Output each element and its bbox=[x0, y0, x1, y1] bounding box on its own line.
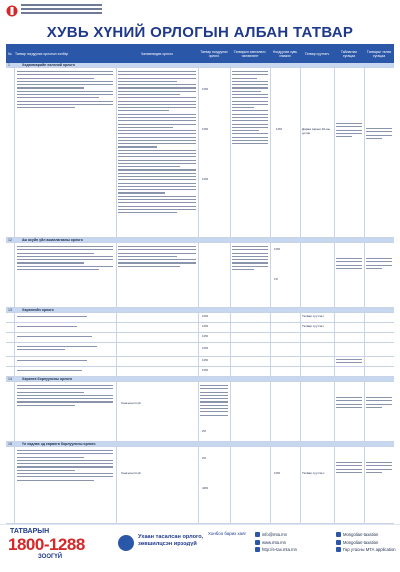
hotline-label: ТАТВАРЫН bbox=[10, 528, 50, 535]
tax-table bbox=[6, 44, 394, 524]
row-text bbox=[17, 246, 113, 272]
table-row bbox=[6, 357, 394, 367]
web-icon bbox=[255, 540, 260, 545]
rate-text: 10% bbox=[202, 359, 209, 362]
rate-text: 2% bbox=[202, 430, 207, 433]
col-no: № bbox=[8, 51, 12, 56]
etax-link[interactable]: http://e-tax.mta.mn bbox=[255, 546, 297, 554]
row-text bbox=[336, 359, 362, 366]
top-bar bbox=[0, 0, 400, 22]
section-row: 1 Хөдөлмөрийн хөлсний орлого bbox=[6, 63, 394, 68]
rate-text: 40% bbox=[202, 487, 209, 490]
withholder-text: Татвар суутгагч bbox=[302, 472, 325, 475]
section-row: 12 Аж ахуйн үйл ажиллагааны орлого bbox=[6, 238, 394, 243]
col-exempt-income: Чөлөөлөгдөх орлого bbox=[141, 51, 173, 56]
etax-icon bbox=[255, 547, 260, 552]
row-text bbox=[200, 385, 228, 418]
mail-icon bbox=[255, 532, 260, 537]
withholder-text: Дараа сарын 10-ны дотор bbox=[302, 128, 331, 135]
hotline-free: ЗООГҮЙ bbox=[38, 554, 63, 560]
row-text bbox=[17, 385, 113, 408]
table-row bbox=[6, 447, 394, 524]
exempt-text: Хөнгөлөлтгүй bbox=[121, 472, 141, 475]
row-text bbox=[366, 258, 392, 271]
row-text bbox=[17, 316, 87, 319]
phone-icon bbox=[336, 547, 341, 552]
row-text bbox=[366, 397, 392, 410]
email-link[interactable]: info@mta.mn bbox=[255, 531, 297, 539]
rate-text: 10% bbox=[202, 369, 209, 372]
row-text bbox=[17, 336, 92, 339]
twitter-icon bbox=[336, 540, 341, 545]
rate-text: 10% bbox=[202, 315, 209, 318]
col-report-period: Тайлагнах хугацаа bbox=[340, 49, 358, 58]
section-row: 14 Хөрөнгө борлуулсны орлого bbox=[6, 377, 394, 382]
rate-text: 10% bbox=[202, 88, 209, 91]
row-text bbox=[17, 360, 87, 363]
row-text bbox=[232, 71, 268, 146]
globe-icon bbox=[118, 535, 134, 551]
exempt-text: Хөнгөлөлтгүй bbox=[121, 402, 141, 405]
section-row: 13 Хөрөнгийн орлого bbox=[6, 308, 394, 313]
row-text bbox=[17, 450, 113, 483]
table-header bbox=[6, 44, 394, 63]
row-text bbox=[118, 246, 196, 269]
slogan: Ухаан тасалсан орлого, зөвшилцсэн ирээдүй bbox=[138, 534, 204, 547]
rate-text: 10% bbox=[202, 128, 209, 131]
table-row bbox=[6, 313, 394, 323]
contact-links bbox=[255, 531, 297, 554]
row-text bbox=[232, 246, 268, 272]
rate-text: 10% bbox=[202, 178, 209, 181]
rate-text: 10% bbox=[202, 325, 209, 328]
contact-label: Хонбоо барих хаяг bbox=[208, 531, 247, 536]
table-row bbox=[6, 343, 394, 357]
web-link[interactable]: www.mta.mn bbox=[255, 539, 297, 547]
org-name-secondary bbox=[58, 4, 102, 16]
withholder-text: Татвар суутгагч bbox=[302, 325, 325, 328]
table-row bbox=[6, 382, 394, 442]
col-rate: Ногдуулах хувь хэмжээ bbox=[272, 49, 298, 58]
page-title: ХУВЬ ХҮНИЙ ОРЛОГЫН АЛБАН ТАТВАР bbox=[46, 24, 354, 41]
row-text bbox=[336, 397, 362, 410]
hotline-number[interactable]: 1800-1288 bbox=[8, 535, 85, 554]
facebook-icon bbox=[336, 532, 341, 537]
row-text bbox=[17, 370, 82, 373]
row-text bbox=[118, 71, 196, 215]
rate-text: 10% bbox=[276, 128, 283, 131]
rate-text: 10% bbox=[274, 472, 281, 475]
row-text bbox=[336, 462, 362, 475]
rate-text: 2% bbox=[202, 457, 207, 460]
table-row bbox=[6, 68, 394, 238]
table-row bbox=[6, 367, 394, 377]
rate-text: 10% bbox=[274, 248, 281, 251]
col-pay-period: Татварыг төлөх хугацаа bbox=[366, 49, 392, 58]
col-taxable-income: Татвар ногдуулах орлого bbox=[200, 49, 228, 58]
twitter-link[interactable]: Mongolian-taxation bbox=[336, 539, 396, 547]
app-link[interactable]: Гар утасны МТА application bbox=[336, 546, 396, 554]
table-row bbox=[6, 323, 394, 333]
row-text bbox=[336, 123, 362, 139]
row-text bbox=[366, 128, 392, 141]
table-row bbox=[6, 243, 394, 308]
rate-text: 1% bbox=[274, 278, 279, 281]
table-row bbox=[6, 333, 394, 343]
withholder-text: Татвар суутгагч bbox=[302, 315, 325, 318]
rate-text: 10% bbox=[202, 335, 209, 338]
row-text bbox=[17, 326, 77, 329]
col-withholder: Татвар суутгагч bbox=[304, 51, 330, 56]
emblem-icon bbox=[6, 4, 18, 16]
col-income-form: Татвар ногдуулах орлогын хэлбэр bbox=[15, 51, 69, 56]
section-row: 15 Үл хөдлөх эд хөрөнгө борлуулсны орлого bbox=[6, 442, 394, 447]
social-links bbox=[336, 531, 396, 554]
row-text bbox=[17, 346, 97, 353]
row-text bbox=[17, 71, 113, 110]
row-text bbox=[366, 462, 392, 475]
facebook-link[interactable]: Mongolian-taxation bbox=[336, 531, 396, 539]
col-relief: Татварын хөнгөлөлт, чөлөөлөлт bbox=[233, 49, 267, 58]
rate-text: 10% bbox=[202, 347, 209, 350]
row-text bbox=[336, 258, 362, 271]
